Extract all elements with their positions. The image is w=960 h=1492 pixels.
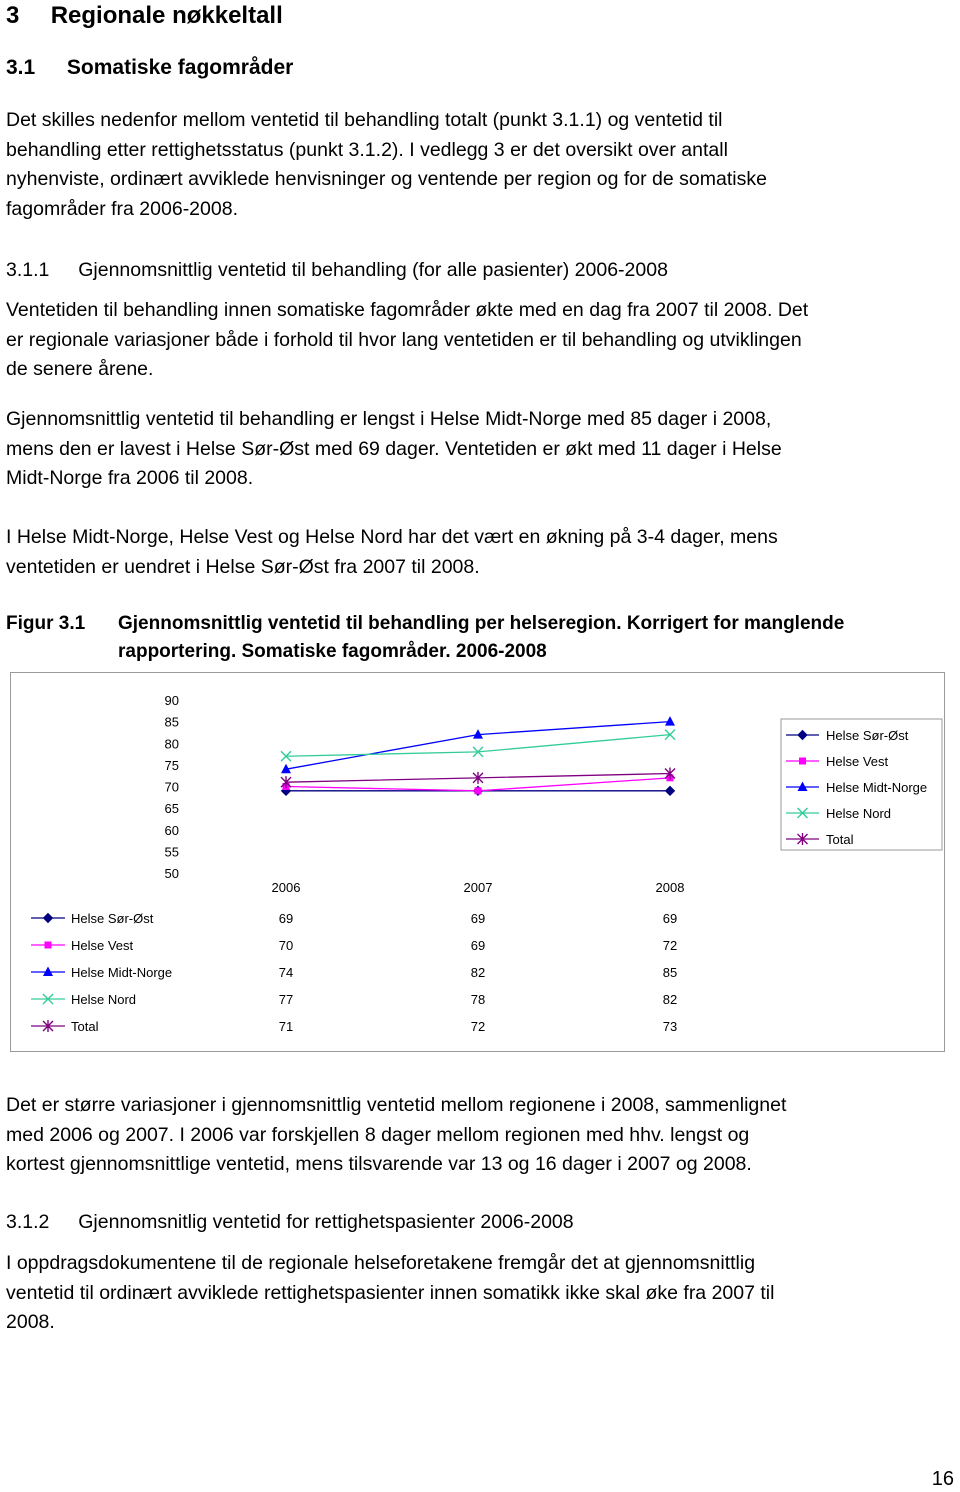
- text-line: ventetiden er uendret i Helse Sør-Øst fra 2007 til 2008.: [6, 555, 480, 578]
- text-line: ventetid til ordinært avviklede rettighetspasienter innen somatikk ikke skal øke fra 2007 til: [6, 1281, 775, 1304]
- section-number: 3.1: [6, 56, 36, 79]
- table-cell: 82: [470, 965, 486, 980]
- legend-label: Helse Vest: [826, 754, 889, 769]
- text-line: 2008.: [6, 1311, 55, 1333]
- figure-label: Figur 3.1: [6, 613, 86, 634]
- legend-label: Helse Nord: [826, 806, 892, 821]
- text-line: I Helse Midt-Norge, Helse Vest og Helse Nord har det vært en økning på 3-4 dager, mens: [6, 526, 778, 548]
- chapter-heading: [6, 2, 283, 30]
- text-line: fagområder fra 2006-2008.: [6, 197, 238, 220]
- caption-line: rapportering. Somatiske fagområder. 2006-2008: [118, 641, 547, 662]
- table-row-label: Helse Sør-Øst: [71, 911, 154, 926]
- table-row-label: Helse Midt-Norge: [71, 965, 173, 980]
- x-tick-label: 2008: [655, 880, 685, 895]
- text-line: Gjennomsnittlig ventetid til behandling er lengst i Helse Midt-Norge med 85 dager i 2008,: [6, 408, 772, 430]
- y-tick-label: 55: [164, 844, 179, 860]
- y-tick-label: 65: [164, 801, 179, 817]
- legend-marker: [799, 758, 806, 765]
- table-row-label: Helse Nord: [71, 992, 137, 1007]
- x-tick-label: 2006: [271, 880, 301, 895]
- body-paragraph: [6, 405, 782, 494]
- subsection-heading: [6, 256, 668, 286]
- subsection-title: Gjennomsnittlig ventetid til behandling (for alle pasienter) 2006-2008: [78, 259, 668, 281]
- text-line: nyhenviste, ordinært avviklede henvisninger og ventende per region og for de somatiske: [6, 168, 767, 190]
- data-point: [665, 716, 675, 726]
- text-line: de senere årene.: [6, 358, 154, 380]
- y-tick-label: 80: [164, 736, 179, 752]
- data-point: [666, 786, 675, 795]
- y-tick-label: 90: [164, 693, 179, 708]
- table-row-label: Total: [71, 1019, 99, 1034]
- table-legend-marker: [44, 914, 53, 923]
- series-line: [286, 722, 670, 770]
- y-tick-label: 85: [164, 714, 179, 730]
- subsection-title: Gjennomsnitlig ventetid for rettighetspasienter 2006-2008: [78, 1211, 574, 1233]
- text-line: Det er større variasjoner i gjennomsnittlig ventetid mellom regionene i 2008, sammenlignet: [6, 1094, 787, 1116]
- legend-label: Helse Midt-Norge: [826, 780, 928, 795]
- text-line: I oppdragsdokumentene til de regionale helseforetakene fremgår det at gjennomsnittlig: [6, 1252, 756, 1274]
- table-row-label: Helse Vest: [71, 938, 134, 953]
- table-cell: 73: [662, 1019, 678, 1034]
- text-line: behandling etter rettighetsstatus (punkt 3.1.2). I vedlegg 3 er det oversikt over antall: [6, 138, 728, 161]
- caption-line: Gjennomsnittlig ventetid til behandling per helseregion. Korrigert for manglende: [118, 613, 845, 634]
- section-title: Somatiske fagområder: [66, 56, 294, 79]
- intro-paragraph: [6, 106, 767, 224]
- table-cell: 72: [470, 1019, 486, 1034]
- y-tick-label: 75: [164, 757, 179, 773]
- chapter-title: Regionale nøkkeltall: [50, 2, 283, 29]
- text-line: mens den er lavest i Helse Sør-Øst med 69 dager. Ventetiden er økt med 11 dager i Helse: [6, 437, 782, 460]
- chart: [11, 673, 946, 1053]
- table-cell: 72: [662, 938, 678, 953]
- chapter-number: 3: [6, 2, 20, 29]
- y-tick-label: 50: [164, 866, 179, 881]
- text-line: er regionale variasjoner både i forhold til hvor lang ventetiden er til behandling og utviklingen: [6, 328, 802, 351]
- chart-frame: [10, 672, 945, 1052]
- table-legend-marker: [45, 942, 52, 949]
- body-paragraph: [6, 523, 778, 582]
- table-cell: 69: [662, 911, 678, 926]
- text-line: Det skilles nedenfor mellom ventetid til behandling totalt (punkt 3.1.1) og ventetid til: [6, 109, 723, 131]
- text-line: kortest gjennomsnittlige ventetid, mens tilsvarende var 13 og 16 dager i 2007 og 2008.: [6, 1153, 752, 1175]
- legend-label: Helse Sør-Øst: [826, 728, 909, 743]
- legend-label: Total: [826, 832, 854, 847]
- body-paragraph: [6, 1091, 786, 1180]
- subsection-number: 3.1.1: [6, 259, 50, 281]
- table-cell: 69: [470, 938, 486, 953]
- figure-caption: [118, 610, 844, 666]
- table-cell: 70: [278, 938, 294, 953]
- x-tick-label: 2007: [463, 880, 493, 895]
- subsection-heading: [6, 1208, 574, 1238]
- body-paragraph: [6, 1249, 774, 1338]
- table-cell: 82: [662, 992, 678, 1007]
- table-cell: 78: [470, 992, 486, 1007]
- page-number: 16: [931, 1468, 954, 1490]
- table-cell: 69: [470, 911, 486, 926]
- data-point: [475, 787, 482, 794]
- table-cell: 71: [278, 1019, 294, 1034]
- table-cell: 77: [278, 992, 294, 1007]
- table-cell: 69: [278, 911, 294, 926]
- text-line: Midt-Norge fra 2006 til 2008.: [6, 467, 254, 489]
- body-paragraph: [6, 296, 808, 385]
- text-line: Ventetiden til behandling innen somatiske fagområder økte med en dag fra 2007 til 2008. Det: [6, 299, 809, 321]
- y-tick-label: 60: [164, 822, 179, 838]
- table-cell: 85: [662, 965, 678, 980]
- y-tick-label: 70: [164, 779, 179, 795]
- table-cell: 74: [278, 965, 294, 980]
- subsection-number: 3.1.2: [6, 1211, 50, 1233]
- table-legend-marker: [43, 967, 53, 977]
- text-line: med 2006 og 2007. I 2006 var forskjellen 8 dager mellom regionen med hhv. lengst og: [6, 1123, 750, 1146]
- section-heading: [6, 56, 293, 80]
